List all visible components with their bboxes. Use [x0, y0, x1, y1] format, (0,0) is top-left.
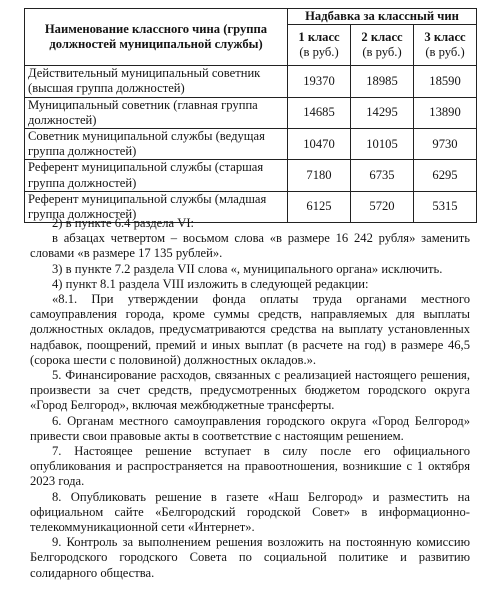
paragraph-6: 6. Органам местного самоуправления городского округа «Город Белгород» привести свои правовые акты в соответствие с настоящим решением.: [30, 413, 470, 443]
class-unit: (в руб.): [362, 45, 402, 60]
paragraph-item-2: 2) в пункте 6.4 раздела VI:: [52, 216, 195, 230]
value-cell: 5720: [351, 191, 414, 222]
paragraph-quoted-8-1: «8.1. При утверждении фонда оплаты труда органами местного самоуправления города, кроме суммы средств, направляемых для выплаты должностных окладов, предусматриваются средства на выплату установленных надбавок, поощрений, премий и иных выплат (в расчете на год) в размере 46,5 (сорока шести с половиной) должностных окладов.».: [30, 292, 470, 367]
value-cell: 18985: [351, 66, 414, 97]
class-unit: (в руб.): [425, 45, 465, 60]
class-label: 3 класс: [424, 30, 466, 44]
header-class-2: [351, 25, 414, 66]
rank-name-cell: Референт муниципальной службы (младшая группа должностей): [25, 191, 288, 222]
value-cell: 6295: [414, 160, 477, 191]
value-cell: 10470: [288, 129, 351, 160]
class-label: 2 класс: [361, 30, 403, 44]
value-cell: 18590: [414, 66, 477, 97]
value-cell: 5315: [414, 191, 477, 222]
paragraph-item-2-detail: в абзацах четвертом – восьмом слова «в размере 16 242 рубля» заменить словами «в размере 17 135 рублей».: [30, 231, 470, 261]
rank-name-cell: Муниципальный советник (главная группа должностей): [25, 97, 288, 128]
value-cell: 10105: [351, 129, 414, 160]
table-row: [25, 97, 477, 128]
table-row: [25, 66, 477, 97]
class-label: 1 класс: [298, 30, 340, 44]
table-row: [25, 160, 477, 191]
paragraph-7: 7. Настоящее решение вступает в силу после его официального опубликования и распространяется на правоотношения, возникшие с 1 октября 2023 года.: [30, 444, 470, 489]
value-cell: 6735: [351, 160, 414, 191]
document-body-text: [30, 216, 470, 581]
table-header-row: [25, 9, 477, 25]
value-cell: 9730: [414, 129, 477, 160]
paragraph-item-4: 4) пункт 8.1 раздела VIII изложить в следующей редакции:: [52, 276, 369, 291]
header-rank-name: Наименование классного чина (группа должностей муниципальной службы): [25, 9, 288, 66]
rank-name-cell: Референт муниципальной службы (старшая группа должностей): [25, 160, 288, 191]
value-cell: 13890: [414, 97, 477, 128]
value-cell: 7180: [288, 160, 351, 191]
paragraph-item-3: 3) в пункте 7.2 раздела VII слова «, муниципального органа» исключить.: [52, 261, 443, 276]
rank-name-cell: Действительный муниципальный советник (высшая группа должностей): [25, 66, 288, 97]
rank-name-cell: Советник муниципальной службы (ведущая группа должностей): [25, 129, 288, 160]
table-row: [25, 129, 477, 160]
value-cell: 14685: [288, 97, 351, 128]
header-class-1: [288, 25, 351, 66]
value-cell: 19370: [288, 66, 351, 97]
paragraph-9: 9. Контроль за выполнением решения возложить на постоянную комиссию Белгородского городского Совета по социальной политике и развитию солидарного общества.: [30, 535, 470, 580]
paragraph-5: 5. Финансирование расходов, связанных с реализацией настоящего решения, произвести за счет средств, предусмотренных бюджетом городского округа «Город Белгород», включая межбюджетные трансферты.: [30, 368, 470, 413]
value-cell: 6125: [288, 191, 351, 222]
class-rank-supplement-table: [24, 8, 477, 223]
header-supplement: Надбавка за классный чин: [288, 9, 477, 25]
class-unit: (в руб.): [299, 45, 339, 60]
header-class-3: [414, 25, 477, 66]
paragraph-8: 8. Опубликовать решение в газете «Наш Белгород» и разместить на официальном сайте «Белгородский городской Совет» в информационно-телекоммуникационной сети «Интернет».: [30, 489, 470, 535]
value-cell: 14295: [351, 97, 414, 128]
